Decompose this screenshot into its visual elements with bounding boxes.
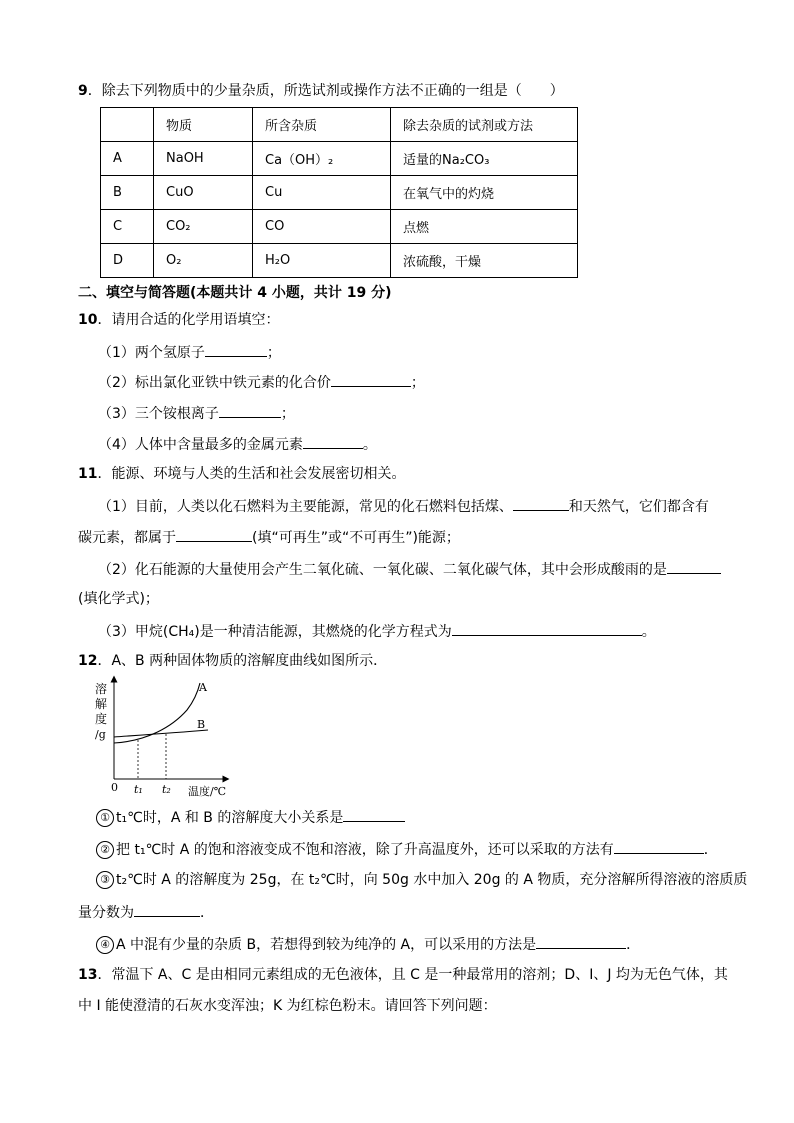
- q12-sub-suffix: ．: [200, 905, 214, 921]
- q11-text: 和天然气，它们都含有: [568, 499, 709, 515]
- q12-sub-text: 把 t₁℃时 A 的饱和溶液变成不饱和溶液，除了升高温度外，还可以采取的方法有: [116, 842, 614, 858]
- x-tick-label: t₁: [134, 783, 143, 796]
- table-header-cell: 所含杂质: [253, 108, 391, 142]
- circled-number: ①: [96, 809, 114, 827]
- q9-table: [100, 107, 578, 278]
- q9-number: 9: [78, 83, 88, 99]
- y-label-char: 溶: [95, 682, 108, 696]
- table-cell: A: [101, 142, 154, 176]
- table-cell: CO: [253, 210, 391, 244]
- q12-sub-text: t₁℃时，A 和 B 的溶解度大小关系是: [116, 810, 344, 826]
- q11-text: ．能源、环境与人类的生活和社会发展密切相关。: [97, 466, 406, 482]
- answer-blank[interactable]: [667, 559, 721, 574]
- table-cell: D: [101, 244, 154, 278]
- q10-number: 10: [78, 312, 98, 328]
- table-header-row: [101, 108, 578, 142]
- q12-sub2: [96, 839, 718, 859]
- q13-number: 13: [78, 967, 98, 983]
- q11-text: （2）化石能源的大量使用会产生二氧化硫、一氧化碳、二氧化碳气体，其中会形成酸雨的是: [98, 562, 667, 578]
- table-header-cell: 除去杂质的试剂或方法: [391, 108, 578, 142]
- table-cell: O₂: [154, 244, 253, 278]
- table-cell: C: [101, 210, 154, 244]
- q10-item-suffix: 。: [362, 437, 377, 453]
- q10-stem: [78, 311, 279, 329]
- table-header-cell: [101, 108, 154, 142]
- q13-stem-line2: [78, 997, 497, 1015]
- series-b-curve: [114, 730, 208, 737]
- circled-number: ②: [96, 841, 114, 859]
- q12-text: ．A、B 两种固体物质的溶解度曲线如图所示．: [97, 653, 388, 669]
- table-header-cell: 物质: [154, 108, 253, 142]
- q11-p1-line2: [78, 527, 460, 547]
- q11-number: 11: [78, 466, 98, 482]
- answer-blank[interactable]: [452, 621, 642, 636]
- circled-number: ③: [96, 871, 114, 889]
- q11-text: 。: [641, 624, 656, 640]
- q10-item-1: [98, 342, 281, 362]
- answer-blank[interactable]: [303, 434, 363, 449]
- solubility-chart: [92, 675, 232, 805]
- q11-p2-line2: [78, 590, 159, 608]
- table-row: [101, 210, 578, 244]
- q13-stem-line1: [78, 966, 728, 984]
- x-tick-label: t₂: [162, 783, 171, 796]
- table-cell: Cu: [253, 176, 391, 210]
- x-axis-label: 温度/℃: [188, 785, 227, 798]
- q12-sub-text: A 中混有少量的杂质 B，若想得到较为纯净的 A，可以采用的方法是: [116, 937, 537, 953]
- q12-sub-text: 量分数为: [78, 905, 134, 921]
- q10-item-3: [98, 403, 295, 423]
- q12-sub-suffix: ．: [626, 937, 641, 953]
- answer-blank[interactable]: [134, 902, 200, 917]
- q12-sub1: [96, 807, 405, 827]
- q12-sub-text: t₂℃时 A 的溶解度为 25g，在 t₂℃时，向 50g 水中加入 20g 的 A 物质，充分溶解所得溶液的溶质质: [116, 872, 748, 888]
- series-a-label: A: [199, 681, 207, 694]
- q10-item-text: （2）标出氯化亚铁中铁元素的化合价: [98, 375, 331, 391]
- answer-blank[interactable]: [219, 403, 281, 418]
- answer-blank[interactable]: [205, 342, 267, 357]
- q10-item-suffix: ；: [280, 406, 295, 422]
- q11-text: (填“可再生”或“不可再生”)能源；: [252, 530, 460, 546]
- q10-item-2: [98, 372, 425, 392]
- table-row: [101, 176, 578, 210]
- y-label-char: 度: [95, 712, 108, 726]
- table-cell: CuO: [154, 176, 253, 210]
- answer-blank[interactable]: [536, 934, 626, 949]
- table-cell: 适量的Na₂CO₃: [391, 142, 578, 176]
- q10-item-text: （1）两个氢原子: [98, 345, 205, 361]
- answer-blank[interactable]: [331, 372, 411, 387]
- q11-p1-line1: [98, 496, 709, 516]
- q12-sub-suffix: ．: [703, 842, 718, 858]
- table-cell: CO₂: [154, 210, 253, 244]
- q12-sub4: [96, 934, 640, 954]
- q13-text: 中 I 能使澄清的石灰水变浑浊；K 为红棕色粉末。请回答下列问题：: [78, 998, 497, 1014]
- q11-p2-line1: [98, 559, 721, 579]
- answer-blank[interactable]: [614, 839, 704, 854]
- q10-item-text: （4）人体中含量最多的金属元素: [98, 437, 303, 453]
- answer-blank[interactable]: [343, 807, 405, 822]
- q13-text: ．常温下 A、C 是由相同元素组成的无色液体，且 C 是一种最常用的溶剂；D、I、J 均为无色气体，其: [97, 967, 728, 983]
- q11-text: 碳元素，都属于: [78, 530, 176, 546]
- q11-stem: [78, 465, 405, 483]
- q10-item-text: （3）三个铵根离子: [98, 406, 219, 422]
- q12-sub3-line2: [78, 902, 214, 922]
- table-row: [101, 142, 578, 176]
- origin-label: 0: [111, 781, 118, 794]
- section-title: 二、填空与简答题(本题共计 4 小题，共计 19 分): [78, 285, 392, 301]
- table-cell: H₂O: [253, 244, 391, 278]
- q11-text: （1）目前，人类以化石燃料为主要能源，常见的化石燃料包括煤、: [98, 499, 513, 515]
- series-b-label: B: [197, 718, 206, 731]
- answer-blank[interactable]: [176, 527, 252, 542]
- q12-stem: [78, 652, 387, 670]
- table-cell: Ca（OH）₂: [253, 142, 391, 176]
- q10-text: ．请用合适的化学用语填空：: [97, 312, 280, 328]
- q11-text: (填化学式)；: [78, 591, 159, 607]
- q12-number: 12: [78, 653, 98, 669]
- q12-sub3-line1: [96, 871, 747, 889]
- table-row: [101, 244, 578, 278]
- y-label-char: /g: [95, 728, 106, 741]
- table-cell: NaOH: [154, 142, 253, 176]
- q10-item-suffix: ；: [410, 375, 425, 391]
- q9-text: ．除去下列物质中的少量杂质，所选试剂或操作方法不正确的一组是（ ）: [87, 83, 564, 99]
- y-label-char: 解: [95, 697, 108, 711]
- table-cell: 点燃: [391, 210, 578, 244]
- q9-stem: [78, 82, 564, 100]
- q10-item-4: [98, 434, 377, 454]
- table-cell: 浓硫酸，干燥: [391, 244, 578, 278]
- circled-number: ④: [96, 936, 114, 954]
- answer-blank[interactable]: [513, 496, 569, 511]
- q11-p3: [98, 621, 656, 641]
- q10-item-suffix: ；: [266, 345, 281, 361]
- q11-text: （3）甲烷(CH₄)是一种清洁能源，其燃烧的化学方程式为: [98, 624, 452, 640]
- table-cell: B: [101, 176, 154, 210]
- table-cell: 在氧气中的灼烧: [391, 176, 578, 210]
